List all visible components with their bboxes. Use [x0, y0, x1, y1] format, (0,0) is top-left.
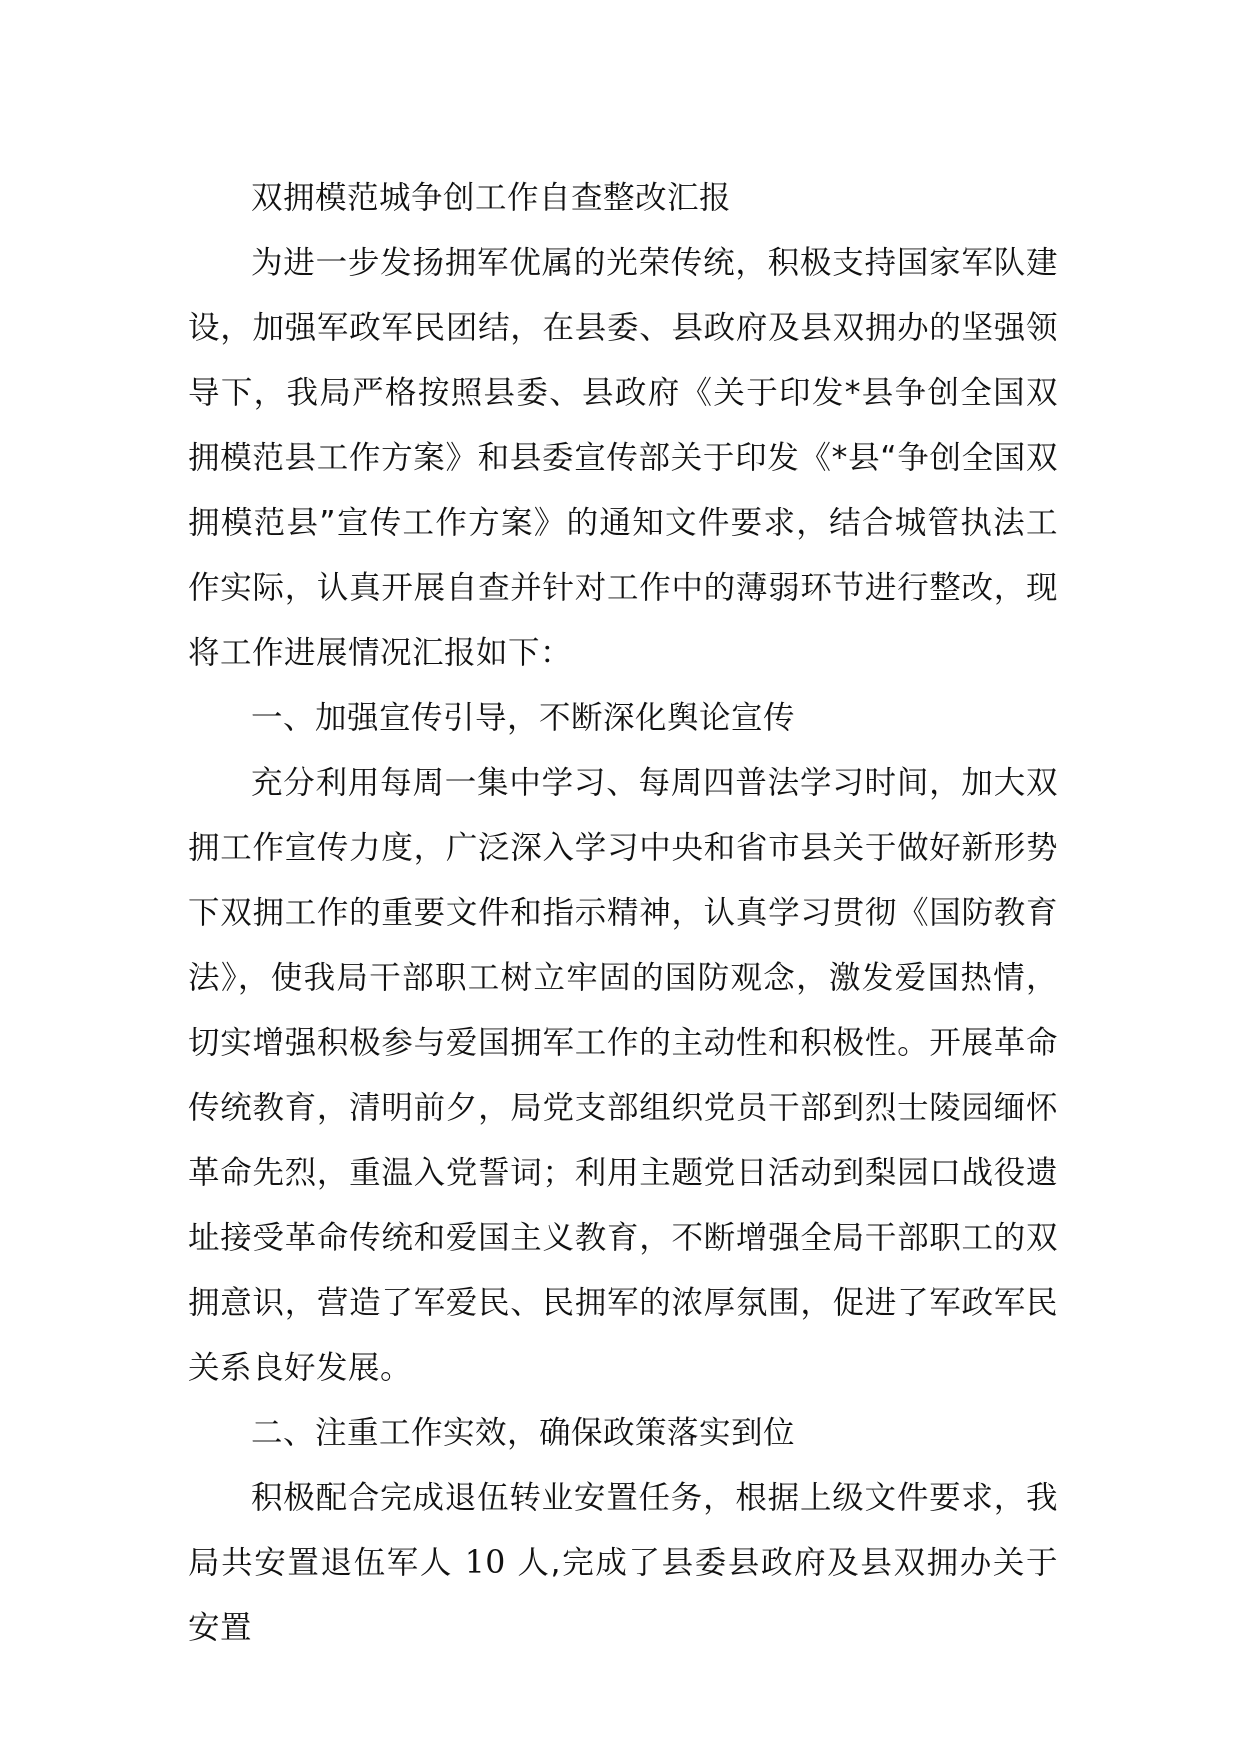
section-2-text-end: 人,完成了县委县政府及县双拥办关于安置: [188, 1545, 1059, 1646]
section-1-paragraph: 充分利用每周一集中学习、每周四普法学习时间，加大双拥工作宣传力度，广泛深入学习中央和省市县关于做好新形势下双拥工作的重要文件和指示精神，认真学习贯彻《国防教育法》，使我局干部职工树立牢固的国防观念，激发爱国热情，切实增强积极参与爱国拥军工作的主动性和积极性。开展革命传统教育，清明前夕，局党支部组织党员干部到烈士陵园缅怀革命先烈，重温入党誓词；利用主题党日活动到梨园口战役遗址接受革命传统和爱国主义教育，不断增强全局干部职工的双拥意识，营造了军爱民、民拥军的浓厚氛围，促进了军政军民关系良好发展。: [188, 765, 1058, 1386]
section-heading-2: 二、注重工作实效，确保政策落实到位: [251, 1415, 796, 1451]
section-heading-1: 一、加强宣传引导，不断深化舆论宣传: [251, 700, 796, 736]
document-title: 双拥模范城争创工作自查整改汇报: [251, 180, 732, 216]
section-2-paragraph: [188, 1466, 1058, 1661]
intro-paragraph: 为进一步发扬拥军优属的光荣传统，积极支持国家军队建设，加强军政军民团结，在县委、县政府及县双拥办的坚强领导下，我局严格按照县委、县政府《关于印发*县争创全国双拥模范县工作方案》和县委宣传部关于印发《*县“争创全国双拥模范县”宣传工作方案》的通知文件要求，结合城管执法工作实际，认真开展自查并针对工作中的薄弱环节进行整改，现将工作进展情况汇报如下：: [188, 245, 1058, 671]
section-2-text-start: 积极配合完成退伍转业安置任务，根据上级文件要求，我局共安置退伍军人: [188, 1480, 1058, 1581]
veteran-count: 10: [453, 1545, 518, 1581]
document-page: [188, 166, 1058, 1661]
